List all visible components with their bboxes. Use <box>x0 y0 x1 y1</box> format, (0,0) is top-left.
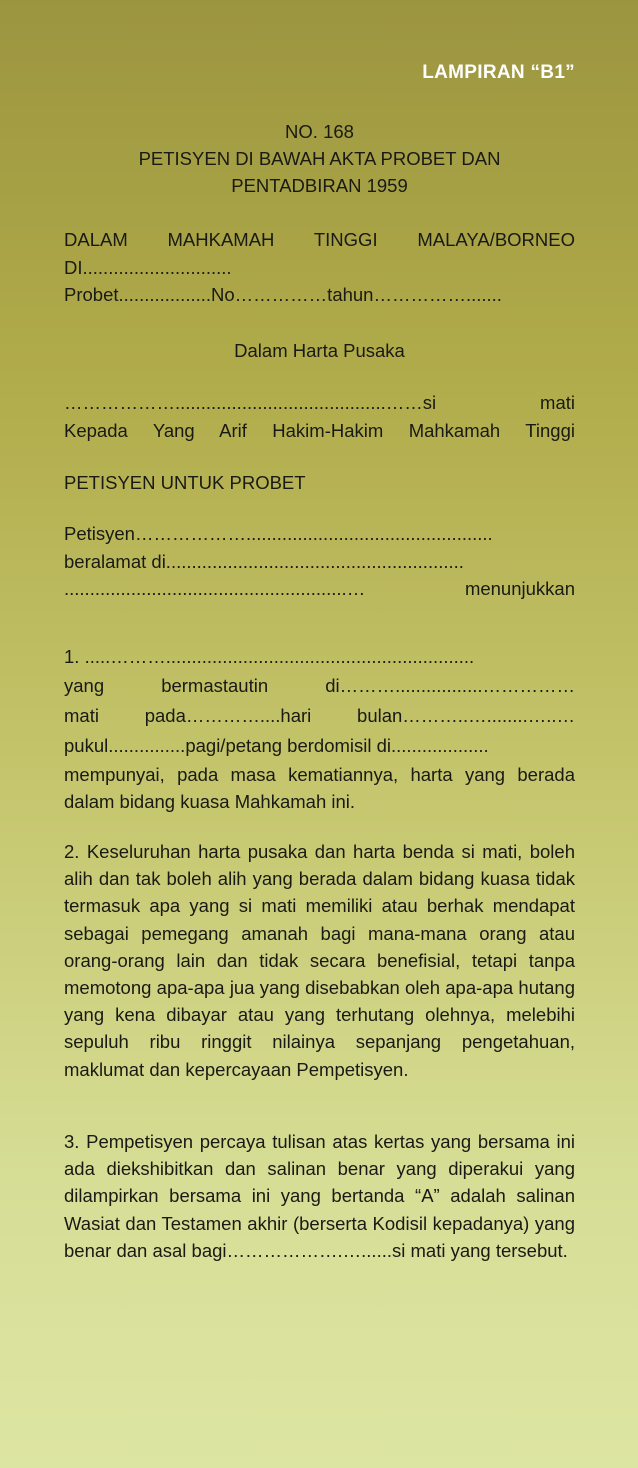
paragraph-3: 3. Pempetisyen percaya tulisan atas kertas yang bersama ini ada diekshibitkan dan salinan benar yang diperakui yang dilampirkan bersama ini yang bertanda “A” adalah salinan Wasiat dan Testamen akhir (berserta Kodisil kepadanya) yang benar dan asal bagi……………….…......si mati yang tersebut. <box>64 1131 575 1261</box>
estate-heading: Dalam Harta Pusaka <box>234 340 405 361</box>
form-title-line1: PETISYEN DI BAWAH AKTA PROBET DAN <box>138 148 501 169</box>
probate-number-field: Probet..................No……………tahun……………....... <box>64 284 502 305</box>
para1-line1: 1. .....………............................................................ <box>64 646 475 667</box>
court-name: DALAM MAHKAMAH TINGGI MALAYA/BORNEO <box>64 229 575 250</box>
para1-residence-field: yang bermastautin di……….................…………… <box>64 674 575 696</box>
petitioner-name-field: Petisyen………………................................................ <box>64 523 493 544</box>
petitioner-address-field: beralamat di.......................................................... <box>64 550 464 572</box>
para1-rest: mempunyai, pada masa kematiannya, harta yang berada dalam bidang kuasa Mahkamah ini. <box>64 763 575 812</box>
deceased-block <box>64 389 575 444</box>
appendix-label: LAMPIRAN “B1” <box>422 62 575 83</box>
form-number: NO. 168 <box>285 121 354 142</box>
petitioner-block <box>64 520 575 603</box>
paragraph-1 <box>64 643 575 816</box>
paragraph-2: 2. Keseluruhan harta pusaka dan harta benda si mati, boleh alih dan tak boleh alih yang berada dalam bidang kuasa tidak termasuk apa yang si mati memiliki atau berhak mendapat sebagai pemegang amanah bagi mana-mana orang atau orang-orang lain dan tidak secara benefisial, tetapi tanpa memotong apa-apa jua yang disebabkan oleh apa-apa hutang yang kena dibayar atau yang terhutang olehnya, melebihi sepuluh ribu ringgit nilainya sepanjang pengetahuan, maklumat dan kepercayaan Pempetisyen. <box>64 841 575 1080</box>
address-to-judges: Kepada Yang Arif Hakim-Hakim Mahkamah Tinggi <box>64 419 575 441</box>
form-title <box>64 118 575 199</box>
petition-heading: PETISYEN UNTUK PROBET <box>64 472 306 493</box>
deceased-name-field: ……………….........................................……si mati <box>64 392 575 413</box>
para1-time-field: pukul...............pagi/petang berdomisil di................... <box>64 734 489 756</box>
petitioner-shows-field: .......................................................… menunjukkan <box>64 578 575 599</box>
para1-date-field: mati pada…………....hari bulan………..…........…..… <box>64 704 575 726</box>
form-title-line2: PENTADBIRAN 1959 <box>231 175 408 196</box>
court-block <box>64 226 575 309</box>
court-location-field: DI............................. <box>64 256 232 278</box>
